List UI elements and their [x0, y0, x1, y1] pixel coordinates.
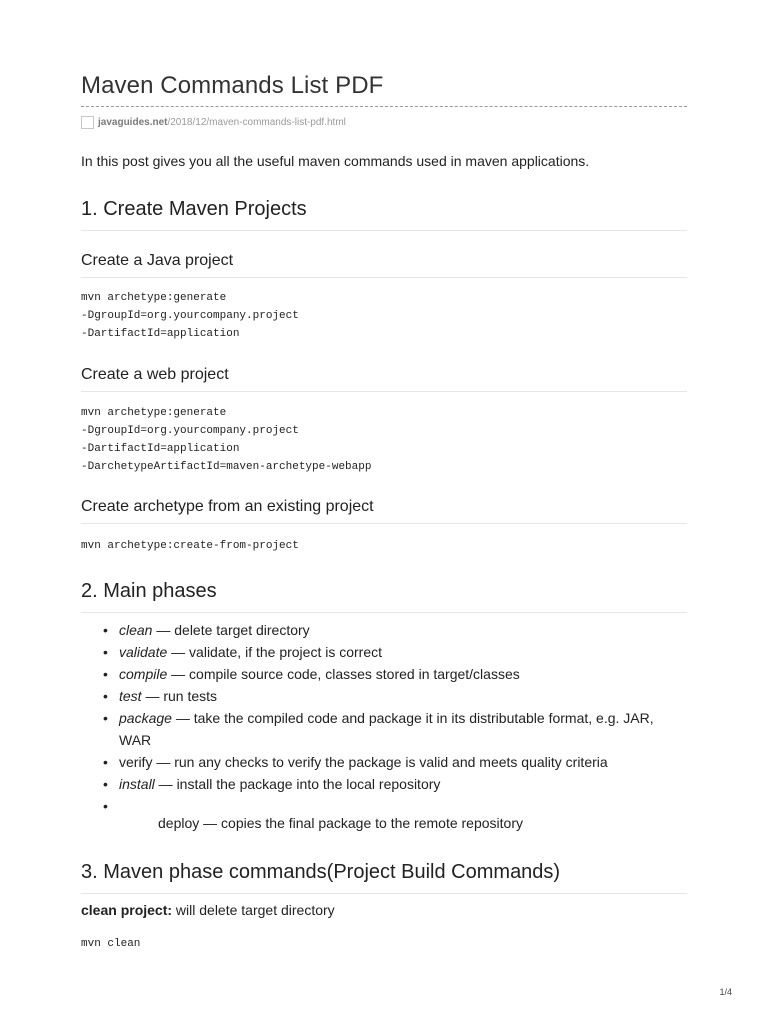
bullet-icon: • — [103, 622, 108, 638]
code-web-project: mvn archetype:generate -DgroupId=org.yourcompany.project -DartifactId=application -DarchetypeArtifactId=maven-archetype-webapp — [81, 407, 372, 473]
favicon-icon — [81, 116, 94, 129]
list-item — [81, 795, 687, 817]
section-heading-create: 1. Create Maven Projects — [81, 198, 307, 220]
title-divider — [81, 106, 687, 107]
section-rule — [81, 230, 687, 231]
phase-term: validate — [119, 644, 168, 660]
subheading-rule — [81, 277, 687, 278]
subheading-java-project: Create a Java project — [81, 252, 234, 269]
list-item — [81, 685, 687, 707]
code-archetype: mvn archetype:create-from-project — [81, 540, 299, 552]
page-number: 1/4 — [719, 987, 732, 997]
subheading-archetype: Create archetype from an existing project — [81, 498, 374, 515]
phase-desc: — run tests — [141, 688, 218, 704]
clean-desc: will delete target directory — [172, 902, 335, 918]
phase-desc: — compile source code, classes stored in target/classes — [167, 666, 520, 682]
phase-term: compile — [119, 666, 168, 682]
section-heading-phases: 2. Main phases — [81, 580, 217, 602]
code-java-project: mvn archetype:generate -DgroupId=org.yourcompany.project -DartifactId=application — [81, 292, 299, 340]
deploy-text: deploy — copies the final package to the remote repository — [158, 815, 523, 831]
phase-term: install — [119, 776, 155, 792]
phases-list — [81, 619, 687, 817]
section-heading-commands: 3. Maven phase commands(Project Build Commands) — [81, 861, 561, 883]
section-rule — [81, 612, 687, 613]
source-domain: javaguides.net — [98, 116, 168, 128]
source-path: /2018/12/maven-commands-list-pdf.html — [167, 116, 346, 128]
list-item — [81, 773, 687, 795]
bullet-icon: • — [103, 644, 108, 660]
subheading-rule — [81, 391, 687, 392]
phase-desc: — delete target directory — [152, 622, 310, 638]
phase-desc: — validate, if the project is correct — [167, 644, 383, 660]
bullet-icon: • — [103, 666, 108, 682]
bullet-icon: • — [103, 776, 108, 792]
clean-label: clean project: — [81, 902, 173, 918]
clean-description — [81, 902, 335, 918]
list-item — [81, 751, 687, 773]
list-item — [81, 641, 687, 663]
bullet-icon: • — [103, 710, 108, 726]
source-link[interactable] — [81, 113, 346, 131]
list-item — [81, 619, 687, 641]
list-item — [81, 663, 687, 685]
section-rule — [81, 893, 687, 894]
intro-text: In this post gives you all the useful maven commands used in maven applications. — [81, 153, 590, 169]
subheading-web-project: Create a web project — [81, 366, 229, 383]
page-title: Maven Commands List PDF — [81, 72, 384, 99]
phase-term: package — [119, 710, 172, 726]
bullet-icon: • — [103, 754, 108, 770]
phase-desc: verify — run any checks to verify the package is valid and meets quality criteria — [119, 754, 608, 770]
phase-desc: — install the package into the local repository — [154, 776, 441, 792]
bullet-icon: • — [103, 688, 108, 704]
bullet-icon: • — [103, 798, 108, 814]
list-item — [81, 707, 687, 751]
code-mvn-clean: mvn clean — [81, 938, 141, 950]
subheading-rule — [81, 523, 687, 524]
phase-term: test — [119, 688, 142, 704]
phase-desc: — take the compiled code and package it in its distributable format, e.g. JAR, WAR — [119, 710, 654, 748]
phase-term: clean — [119, 622, 153, 638]
